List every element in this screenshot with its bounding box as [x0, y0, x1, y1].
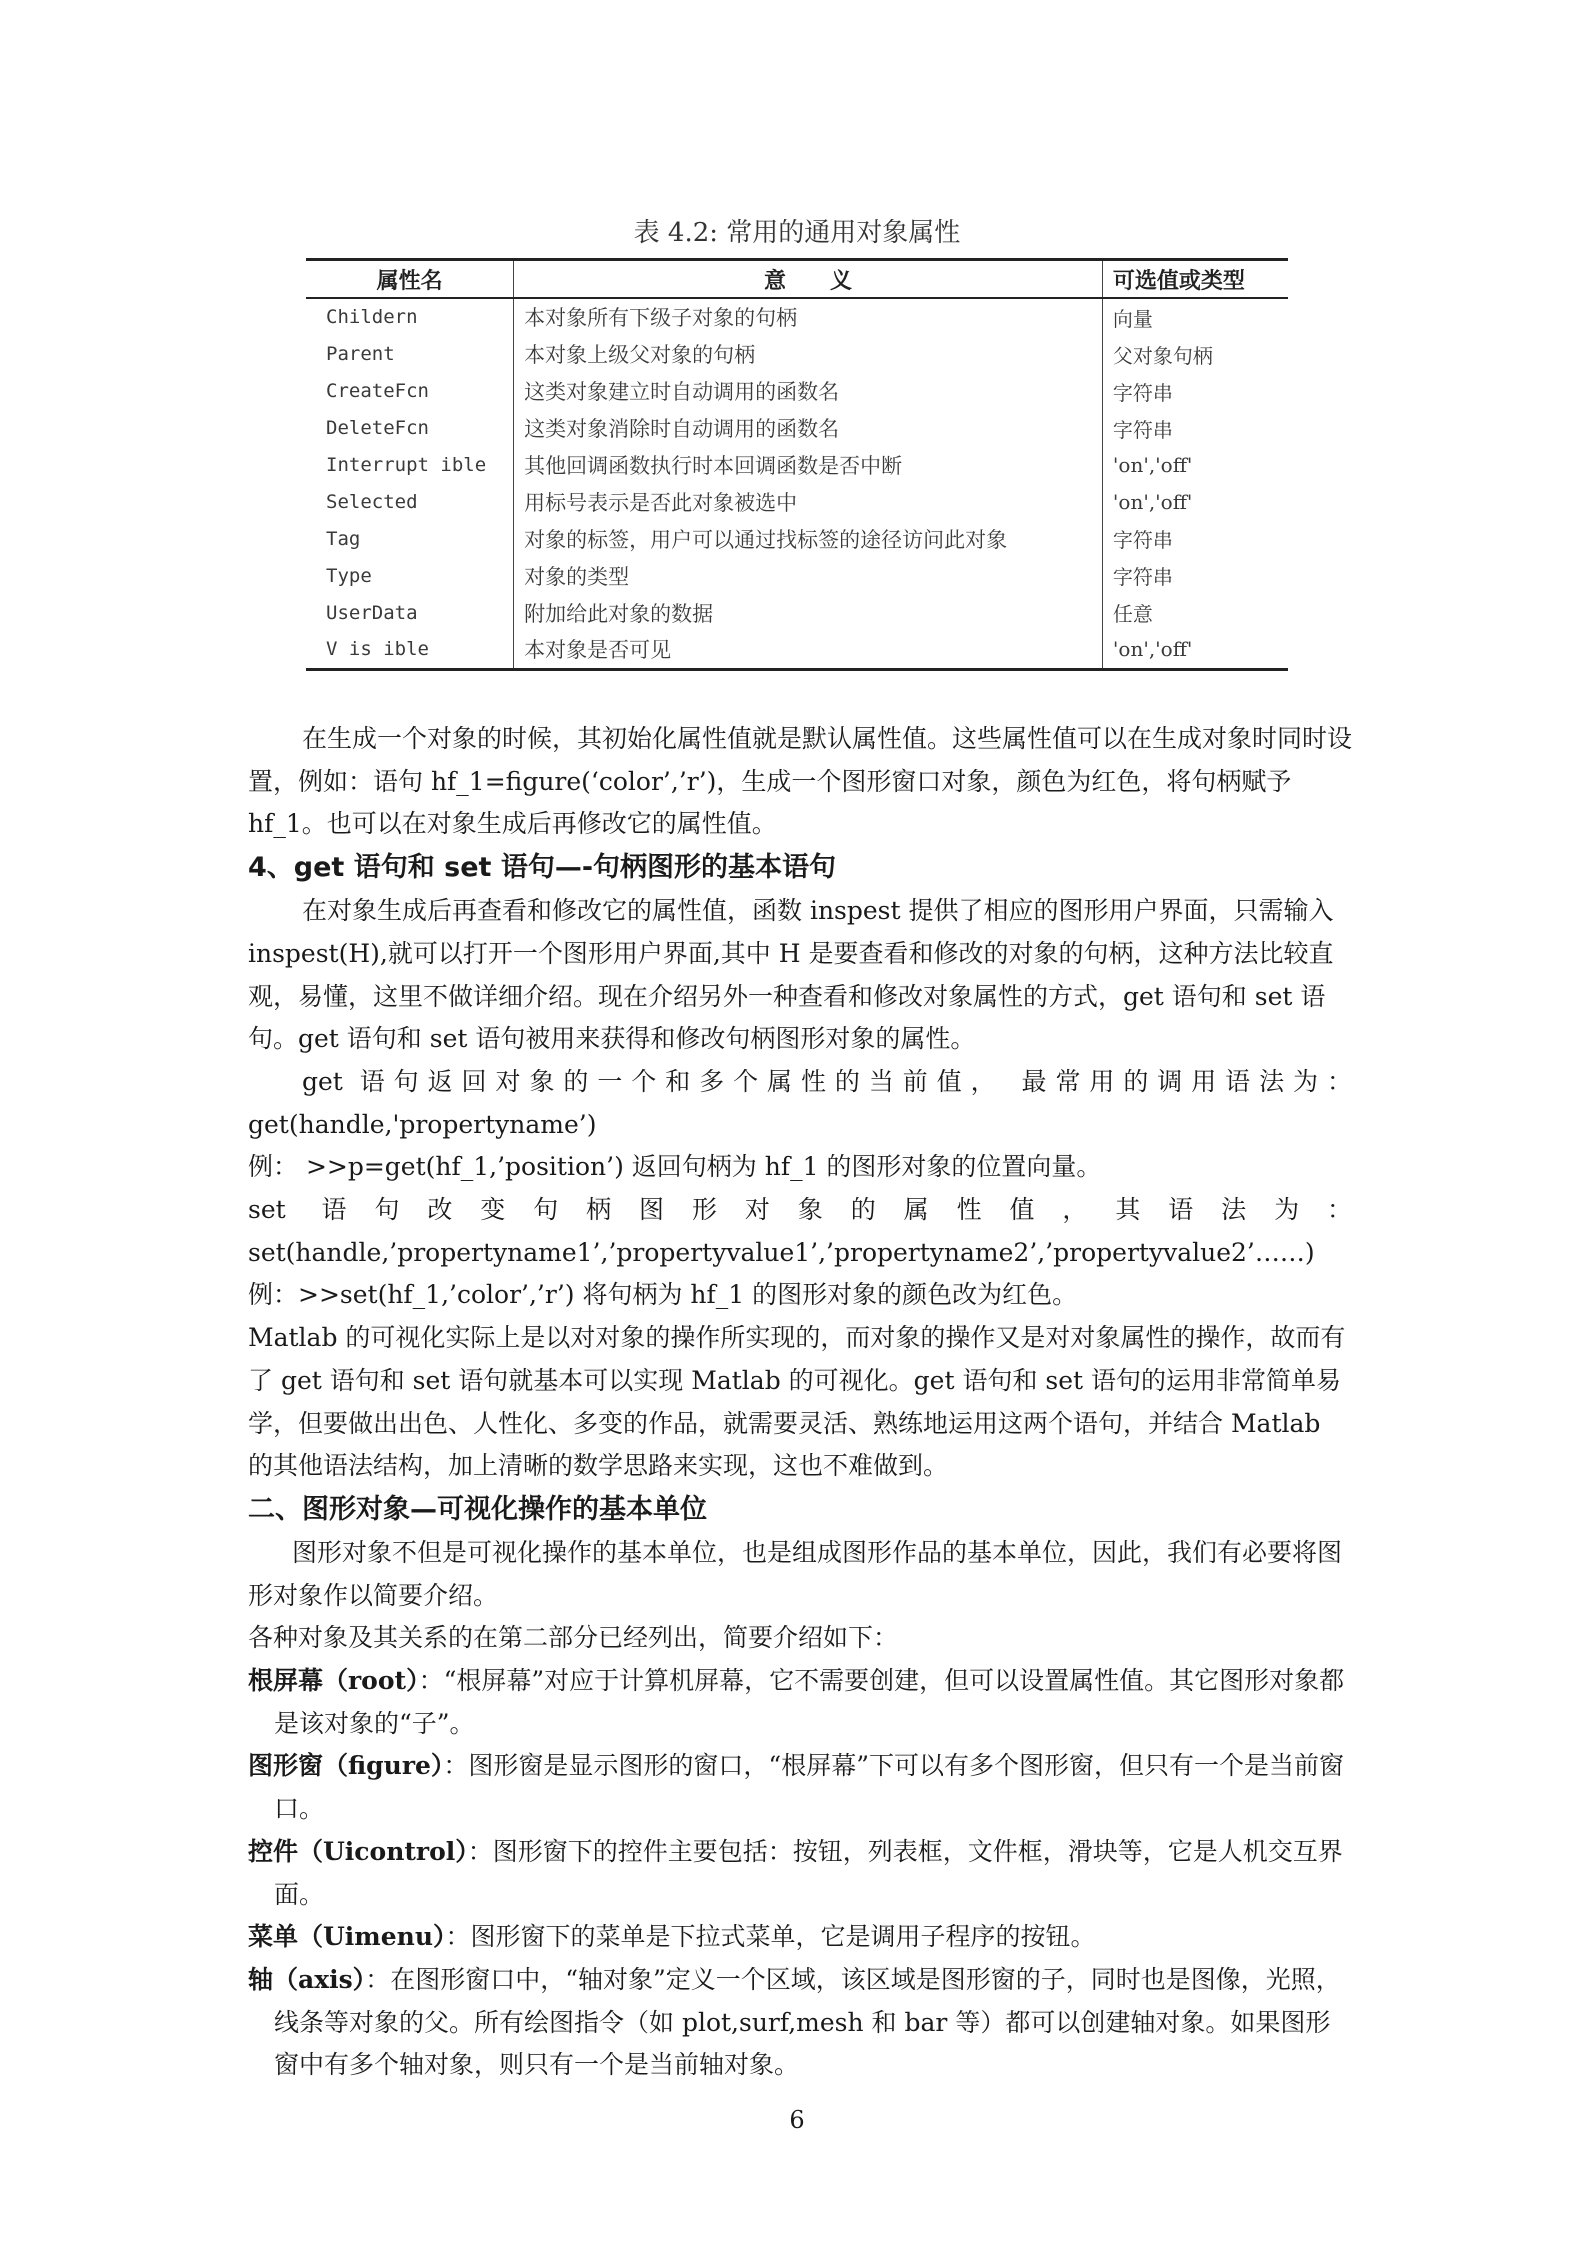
table-row	[306, 557, 1288, 594]
page-number: 6	[789, 2106, 805, 2134]
definition-desc: ：“根屏幕”对应于计算机屏幕，它不需要创建，但可以设置属性值。其它图形对象都是该对象的“子”。	[274, 1666, 1345, 1738]
cell-meaning: 对象的标签，用户可以通过找标签的途径访问此对象	[514, 520, 1103, 557]
properties-table	[306, 258, 1288, 671]
cell-name: Selected	[326, 490, 418, 513]
cell-meaning: 本对象上级父对象的句柄	[514, 336, 1103, 373]
table-row	[306, 631, 1288, 669]
paragraph: 图形对象不但是可视化操作的基本单位，也是组成图形作品的基本单位，因此，我们有必要将图形对象作以简要介绍。	[248, 1537, 1343, 1610]
cell-name: UserData	[326, 601, 418, 624]
cell-meaning: 本对象是否可见	[514, 631, 1103, 669]
cell-name: Tag	[326, 527, 361, 550]
cell-type: 'on','off'	[1102, 483, 1288, 520]
header-meaning: 意 义	[514, 260, 1103, 299]
paragraph: set 语句改变句柄图形对象的属性值，其语法为：	[248, 1195, 1352, 1225]
definition-desc: ：图形窗下的控件主要包括：按钮，列表框，文件框，滑块等，它是人机交互界面。	[274, 1836, 1343, 1909]
cell-type: 父对象句柄	[1102, 336, 1288, 373]
table-row	[306, 483, 1288, 520]
table-row	[306, 298, 1288, 336]
cell-name: Interrupt ible	[326, 454, 487, 476]
cell-meaning: 这类对象消除时自动调用的函数名	[514, 410, 1103, 447]
table-row	[306, 447, 1288, 484]
table-row	[306, 594, 1288, 631]
cell-name: Type	[326, 564, 372, 587]
cell-type: 向量	[1102, 298, 1288, 336]
body-text	[248, 718, 1352, 2087]
cell-meaning: 附加给此对象的数据	[514, 594, 1103, 631]
definition-term: 轴（axis）	[248, 1964, 366, 1994]
table-header-row	[306, 260, 1288, 299]
cell-name: DeleteFcn	[326, 417, 429, 440]
definition-desc: ：图形窗下的菜单是下拉式菜单，它是调用子程序的按钮。	[445, 1922, 1096, 1952]
definition-item	[248, 1831, 1352, 1916]
table-row	[306, 373, 1288, 410]
cell-type: 字符串	[1102, 557, 1288, 594]
code-line: get(handle,'propertyname’)	[248, 1109, 597, 1139]
paragraph: get 语句返回对象的一个和多个属性的当前值， 最常用的调用语法为：	[302, 1066, 1352, 1096]
table-row	[306, 336, 1288, 373]
definition-item	[248, 1660, 1352, 1745]
cell-meaning: 这类对象建立时自动调用的函数名	[514, 373, 1103, 410]
cell-name: Childern	[326, 306, 418, 329]
table-row	[306, 520, 1288, 557]
cell-type: 字符串	[1102, 520, 1288, 557]
table-caption: 表 4.2: 常用的通用对象属性	[633, 218, 961, 248]
definition-desc: ：在图形窗口中，“轴对象”定义一个区域，该区域是图形窗的子，同时也是图像，光照，线条等对象的父。所有绘图指令（如 plot,surf,mesh 和 bar 等）都可以创建轴对象。如果图形窗中有多个轴对象，则只有一个是当前轴对象。	[274, 1964, 1341, 2080]
definition-item	[248, 1959, 1352, 2087]
definition-item	[248, 1745, 1352, 1830]
paragraph: 在生成一个对象的时候，其初始化属性值就是默认属性值。这些属性值可以在生成对象时同时设置，例如：语句 hf_1=figure(‘color’,’r’)，生成一个图形窗口对象，颜色为红色，将句柄赋予 hf_1。也可以在对象生成后再修改它的属性值。	[248, 724, 1353, 839]
cell-meaning: 本对象所有下级子对象的句柄	[514, 298, 1103, 336]
cell-type: 'on','off'	[1102, 447, 1288, 484]
cell-meaning: 用标号表示是否此对象被选中	[514, 483, 1103, 520]
cell-type: 字符串	[1102, 373, 1288, 410]
definition-desc: ：图形窗是显示图形的窗口，“根屏幕”下可以有多个图形窗，但只有一个是当前窗口。	[274, 1751, 1344, 1824]
definition-term: 根屏幕（root）	[248, 1666, 419, 1696]
header-type: 可选值或类型	[1102, 260, 1288, 299]
definition-term: 图形窗（figure）	[248, 1751, 444, 1781]
example-line: 例：>>set(hf_1,’color’,’r’) 将句柄为 hf_1 的图形对象的颜色改为红色。	[248, 1280, 1078, 1310]
cell-type: 任意	[1102, 594, 1288, 631]
cell-name: V is ible	[306, 631, 514, 669]
definition-term: 控件（Uicontrol）	[248, 1836, 468, 1866]
cell-meaning: 对象的类型	[514, 557, 1103, 594]
paragraph: 各种对象及其关系的在第二部分已经列出，简要介绍如下：	[248, 1623, 899, 1653]
paragraph: Matlab 的可视化实际上是以对对象的操作所实现的，而对象的操作又是对对象属性的操作，故而有了 get 语句和 set 语句就基本可以实现 Matlab 的可视化。get 语句和 set 语句的运用非常简单易学，但要做出出色、人性化、多变的作品，就需要灵活、熟练地运用这两个语句，并结合 Matlab 的其他语法结构，加上清晰的数学思路来实现，这也不难做到。	[248, 1323, 1346, 1481]
paragraph: 在对象生成后再查看和修改它的属性值，函数 inspest 提供了相应的图形用户界面，只需输入 inspest(H),就可以打开一个图形用户界面,其中 H 是要查看和修改的对象的句柄，这种方法比较直观，易懂，这里不做详细介绍。现在介绍另外一种查看和修改对象属性的方式，get 语句和 set 语句。get 语句和 set 语句被用来获得和修改句柄图形对象的属性。	[248, 896, 1334, 1054]
code-line: set(handle,’propertyname1’,’propertyvalue1’,’propertyname2’,’propertyvalue2’……)	[248, 1237, 1315, 1267]
cell-name: Parent	[326, 343, 395, 366]
cell-name: CreateFcn	[326, 380, 429, 403]
cell-type: 'on','off'	[1102, 631, 1288, 669]
definition-item	[248, 1916, 1352, 1959]
header-property-name: 属性名	[306, 260, 514, 299]
example-line: 例： >>p=get(hf_1,’position’) 返回句柄为 hf_1 的图形对象的位置向量。	[248, 1152, 1102, 1182]
definition-term: 菜单（Uimenu）	[248, 1922, 446, 1952]
section-heading: 二、图形对象—可视化操作的基本单位	[248, 1493, 707, 1525]
table-row	[306, 410, 1288, 447]
cell-meaning: 其他回调函数执行时本回调函数是否中断	[514, 447, 1103, 484]
section-heading: 4、get 语句和 set 语句—-句柄图形的基本语句	[248, 852, 837, 884]
cell-type: 字符串	[1102, 410, 1288, 447]
